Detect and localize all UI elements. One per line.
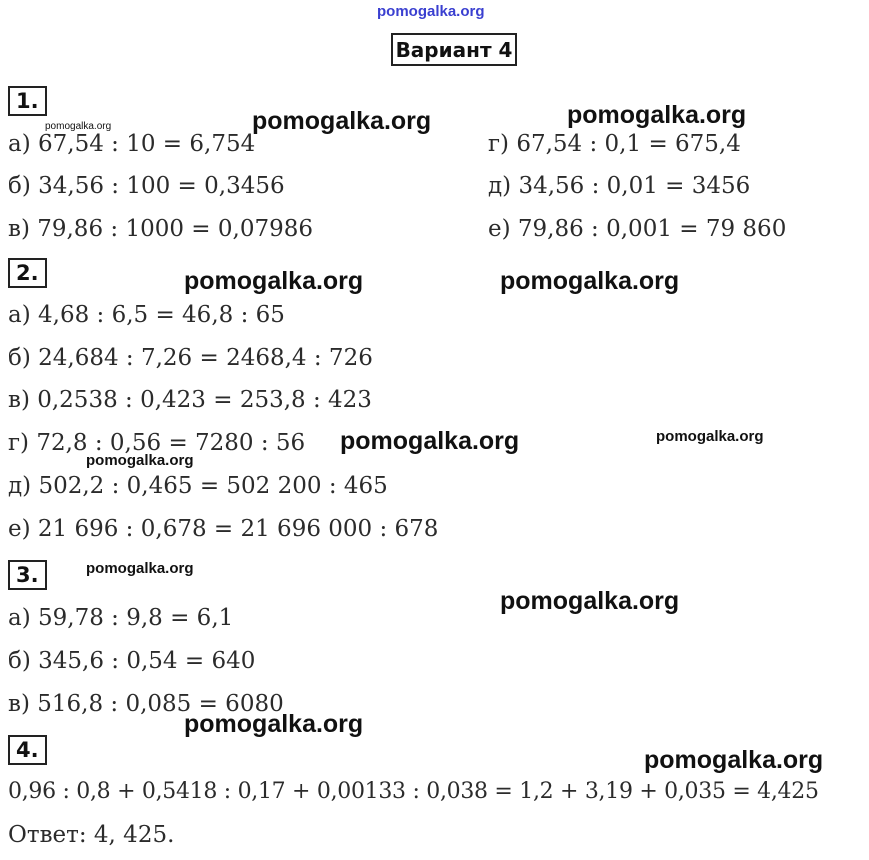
watermark: pomogalka.org: [252, 107, 432, 135]
task-1-line-a: а) 67,54 : 10 = 6,754: [8, 131, 256, 157]
watermark: pomogalka.org: [656, 428, 764, 445]
task-4-answer: Ответ: 4, 425.: [8, 822, 175, 848]
task-3-line-c: в) 516,8 : 0,085 = 6080: [8, 691, 284, 717]
task-1-line-e: д) 34,56 : 0,01 = 3456: [488, 173, 751, 199]
watermark: pomogalka.org: [500, 587, 680, 615]
task-4-expression: 0,96 : 0,8 + 0,5418 : 0,17 + 0,00133 : 0,038 = 1,2 + 3,19 + 0,035 = 4,425: [8, 779, 819, 804]
task-1-line-f: е) 79,86 : 0,001 = 79 860: [488, 216, 787, 242]
task-2-line-d: г) 72,8 : 0,56 = 7280 : 56: [8, 430, 306, 456]
task-2-line-c: в) 0,2538 : 0,423 = 253,8 : 423: [8, 387, 372, 413]
task-2-number: 2.: [8, 258, 47, 288]
watermark: pomogalka.org: [567, 101, 747, 129]
watermark: pomogalka.org: [86, 452, 194, 469]
task-3-number: 3.: [8, 560, 47, 590]
watermark: pomogalka.org: [184, 710, 364, 738]
task-2-line-e: д) 502,2 : 0,465 = 502 200 : 465: [8, 473, 388, 499]
task-3-line-a: а) 59,78 : 9,8 = 6,1: [8, 605, 234, 631]
watermark: pomogalka.org: [86, 560, 194, 577]
task-4-number: 4.: [8, 735, 47, 765]
watermark: pomogalka.org: [45, 121, 112, 132]
watermark: pomogalka.org: [644, 746, 824, 774]
task-3-line-b: б) 345,6 : 0,54 = 640: [8, 648, 256, 674]
watermark: pomogalka.org: [500, 267, 680, 295]
task-1-line-d: г) 67,54 : 0,1 = 675,4: [488, 131, 741, 157]
page-title: Вариант 4: [391, 33, 517, 66]
task-1-number: 1.: [8, 86, 47, 116]
watermark-top: pomogalka.org: [377, 3, 485, 20]
watermark: pomogalka.org: [340, 427, 520, 455]
watermark: pomogalka.org: [184, 267, 364, 295]
task-1-line-c: в) 79,86 : 1000 = 0,07986: [8, 216, 313, 242]
task-2-line-a: а) 4,68 : 6,5 = 46,8 : 65: [8, 302, 285, 328]
task-2-line-f: е) 21 696 : 0,678 = 21 696 000 : 678: [8, 516, 439, 542]
task-2-line-b: б) 24,684 : 7,26 = 2468,4 : 726: [8, 345, 373, 371]
task-1-line-b: б) 34,56 : 100 = 0,3456: [8, 173, 285, 199]
